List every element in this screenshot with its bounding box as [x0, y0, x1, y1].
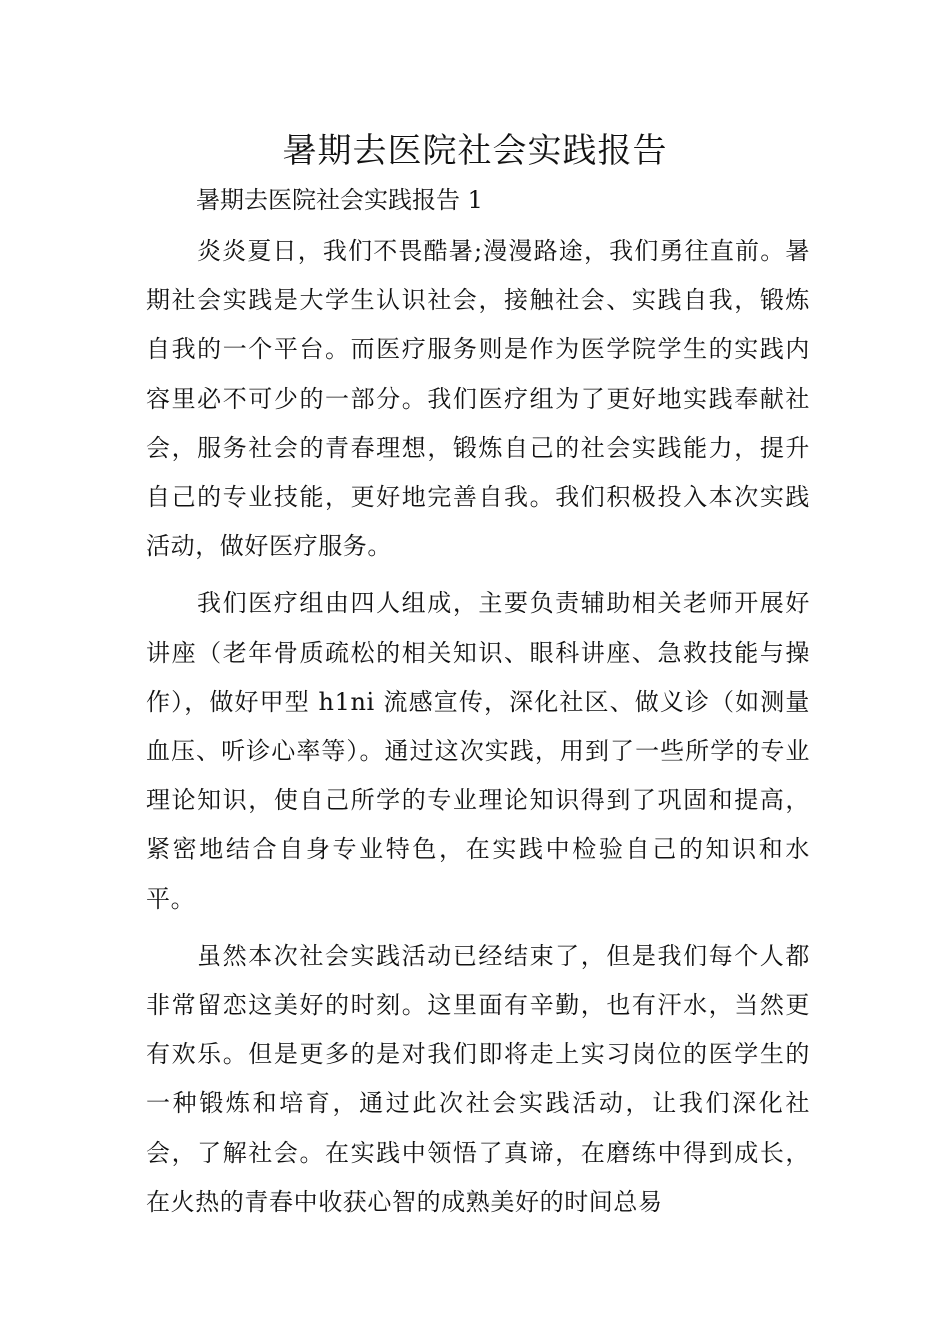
document-subtitle: 暑期去医院社会实践报告 1 — [196, 186, 483, 214]
paragraph-2: 我们医疗组由四人组成，主要负责辅助相关老师开展好讲座（老年骨质疏松的相关知识、眼科讲座、急救技能与操作），做好甲型 h1ni 流感宣传，深化社区、做义诊（如测量血压、听诊心率等）。通过这次实践，用到了一些所学的专业理论知识，使自己所学的专业理论知识得到了巩固和提高，紧密地结合自身专业特色，在实践中检验自己的知识和水平。 — [146, 589, 810, 913]
paragraph-1: 炎炎夏日，我们不畏酷暑;漫漫路途，我们勇往直前。暑期社会实践是大学生认识社会，接触社会、实践自我，锻炼自我的一个平台。而医疗服务则是作为医学院学生的实践内容里必不可少的一部分。我们医疗组为了更好地实践奉献社会，服务社会的青春理想，锻炼自己的社会实践能力，提升自己的专业技能，更好地完善自我。我们积极投入本次实践活动，做好医疗服务。 — [146, 237, 810, 561]
document-body — [146, 227, 810, 1227]
paragraph-3: 虽然本次社会实践活动已经结束了，但是我们每个人都非常留恋这美好的时刻。这里面有辛勤，也有汗水，当然更有欢乐。但是更多的是对我们即将走上实习岗位的医学生的一种锻炼和培育，通过此次社会实践活动，让我们深化社会，了解社会。在实践中领悟了真谛，在磨练中得到成长，在火热的青春中收获心智的成熟美好的时间总易 — [146, 941, 810, 1216]
document-title: 暑期去医院社会实践报告 — [282, 131, 668, 171]
